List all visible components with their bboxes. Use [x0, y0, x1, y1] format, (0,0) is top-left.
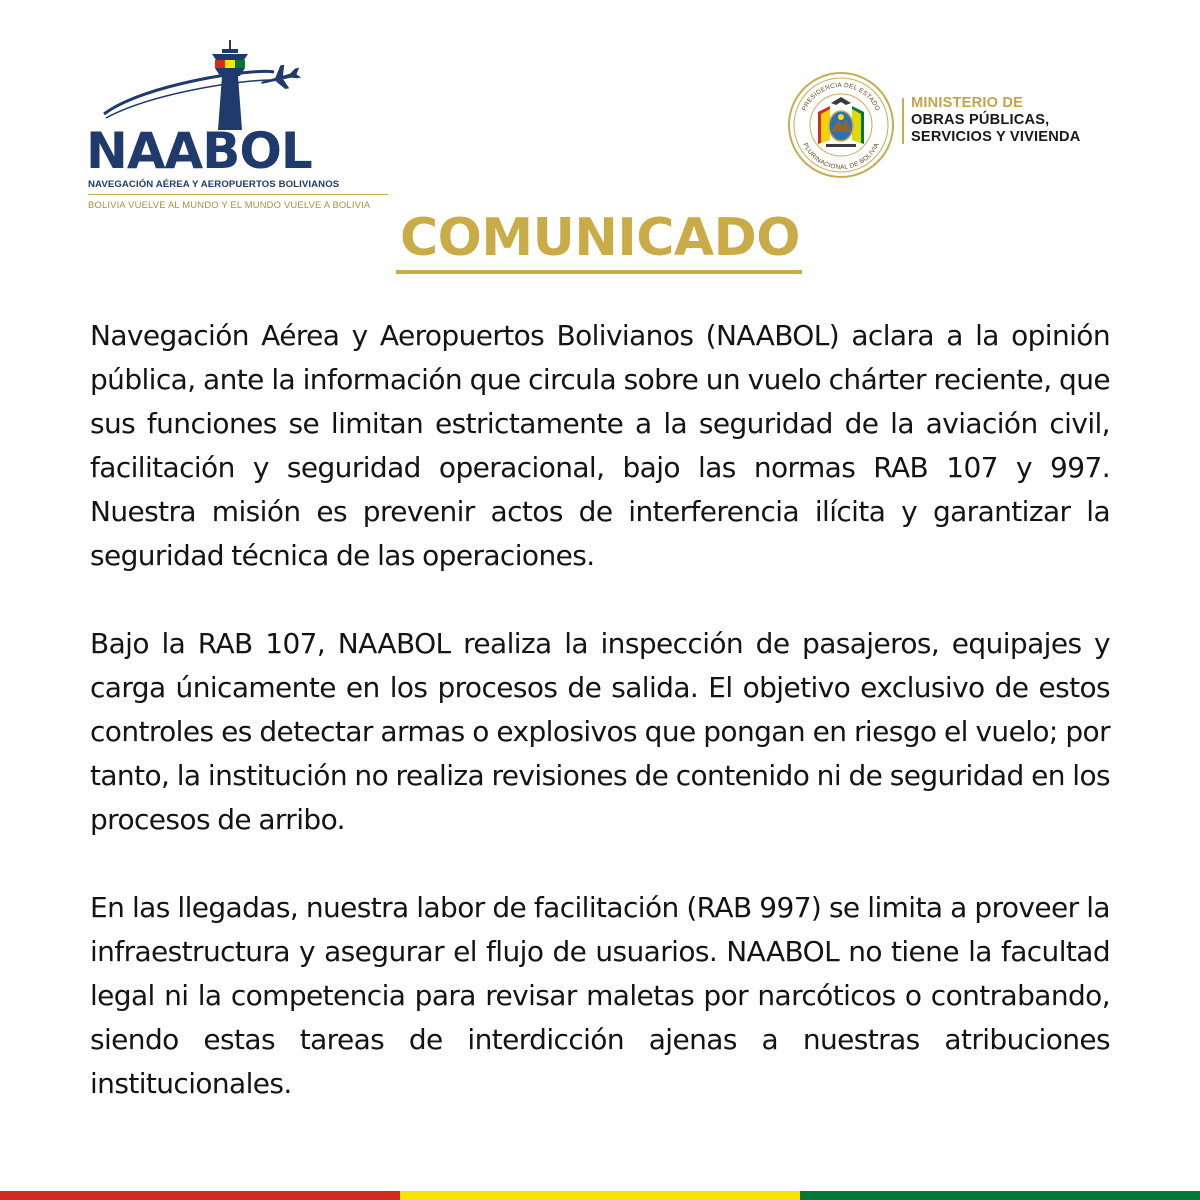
airplane-icon — [259, 62, 303, 94]
seal-bottom-text: PLURINACIONAL DE BOLIVIA — [801, 141, 881, 172]
ministry-line-1: MINISTERIO DE — [911, 95, 1024, 111]
brand-divider — [88, 194, 388, 195]
paragraph: En las llegadas, nuestra labor de facilitación (RAB 997) se limita a proveer la infraestructura y asegurar el flujo de usuarios. NAABOL no tiene la facultad legal ni la competencia para revisar maletas por narcóticos o contrabando, siendo estas tareas de interdicción ajenas a nuestras atribuciones institucionales. — [90, 891, 1110, 1100]
flag-green-stripe — [800, 1191, 1200, 1200]
page-title: COMUNICADO — [400, 208, 800, 268]
paragraph: Navegación Aérea y Aeropuertos Bolivianos (NAABOL) aclara a la opinión pública, ante la información que circula sobre un vuelo chárter reciente, que sus funciones se limitan estrictamente a la seguridad de la aviación civil, facilitación y seguridad operacional, bajo las normas RAB 107 y 997. Nuestra misión es prevenir actos de interferencia ilícita y garantizar la seguridad técnica de las operaciones. — [90, 319, 1110, 572]
presidency-seal — [786, 70, 896, 180]
bolivia-flag-strip — [0, 1191, 1200, 1200]
brand-tagline: BOLIVIA VUELVE AL MUNDO Y EL MUNDO VUELVE A BOLIVIA — [88, 199, 371, 210]
flag-yellow-stripe — [400, 1191, 800, 1200]
ministry-name — [911, 95, 1080, 146]
seal-top-text: PRESIDENCIA DEL ESTADO — [800, 81, 882, 113]
flag-red-stripe — [0, 1191, 400, 1200]
ministry-line-2: OBRAS PÚBLICAS, — [911, 112, 1050, 128]
communique-body — [90, 314, 1110, 1150]
paragraph: Bajo la RAB 107, NAABOL realiza la inspección de pasajeros, equipajes y carga únicamente en los procesos de salida. El objetivo exclusivo de estos controles es detectar armas o explosivos que pongan en riesgo el vuelo; por tanto, la institución no realiza revisiones de contenido ni de seguridad en los procesos de arribo. — [90, 627, 1110, 836]
brand-subtitle: NAVEGACIÓN AÉREA Y AEROPUERTOS BOLIVIANOS — [88, 179, 340, 190]
brand-name: NAABOL — [86, 122, 312, 180]
naabol-logo — [84, 38, 404, 210]
control-tower-icon — [84, 38, 404, 130]
ministry-divider — [902, 98, 904, 144]
title-underline — [396, 270, 802, 274]
ministry-line-3: SERVICIOS Y VIVIENDA — [911, 129, 1081, 145]
